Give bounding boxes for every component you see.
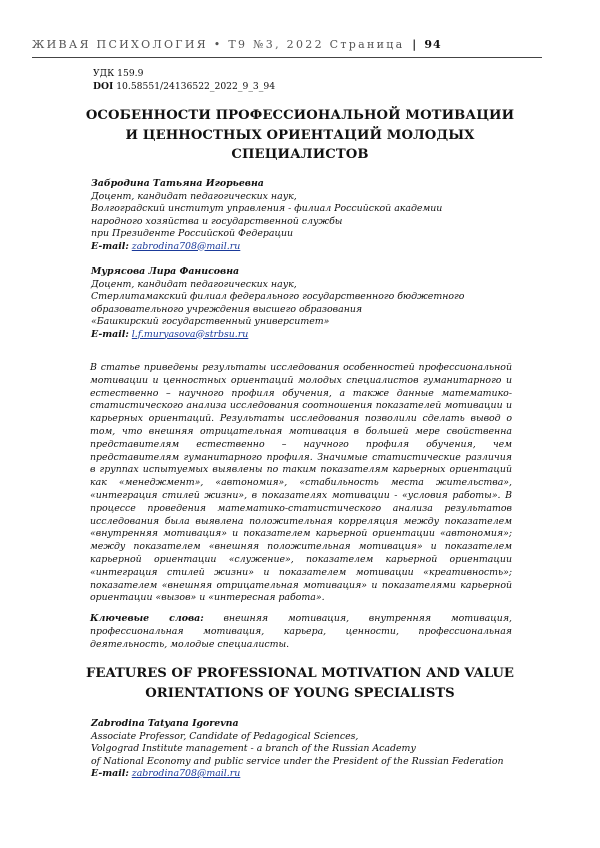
author-affiliation-line: Доцент, кандидат педагогических наук, xyxy=(91,190,297,202)
page-number: 94 xyxy=(424,38,442,51)
email-label: E-mail: xyxy=(91,328,129,340)
email-label: E-mail: xyxy=(91,240,129,252)
header-separator: | xyxy=(412,38,419,51)
email-link[interactable]: l.f.muryasova@strbsu.ru xyxy=(131,328,249,340)
doi-line xyxy=(93,80,275,93)
title-ru xyxy=(60,106,540,165)
author-email-line xyxy=(91,329,550,342)
author-block-2 xyxy=(91,266,550,341)
header-rule xyxy=(32,57,542,58)
author-affiliation-line: народного хозяйства и государственной службы xyxy=(91,215,343,227)
title-en xyxy=(50,664,550,703)
author-name: Мурясова Лира Фанисовна xyxy=(91,266,240,277)
author-affiliation-line: образовательного учреждения высшего образования xyxy=(91,303,363,315)
title-ru-line: СПЕЦИАЛИСТОВ xyxy=(231,147,369,162)
author-name: Забродина Татьяна Игорьевна xyxy=(91,178,264,189)
author-affiliation-line: Associate Professor, Candidate of Pedagogical Sciences, xyxy=(91,730,359,742)
title-ru-line: ОСОБЕННОСТИ ПРОФЕССИОНАЛЬНОЙ МОТИВАЦИИ xyxy=(85,108,515,123)
author-block-en xyxy=(91,718,550,781)
keywords xyxy=(90,613,512,651)
title-en-line: FEATURES OF PROFESSIONAL MOTIVATION AND VALUE xyxy=(86,666,514,681)
journal-name: ЖИВАЯ ПСИХОЛОГИЯ • Т9 №3, 2022 Страница xyxy=(32,38,405,51)
author-affiliation-line: Волгоградский институт управления - филиал Российской академии xyxy=(91,203,443,214)
udk-code: УДК 159.9 xyxy=(93,68,144,79)
running-header xyxy=(32,38,576,51)
title-ru-line: И ЦЕННОСТНЫХ ОРИЕНТАЦИЙ МОЛОДЫХ xyxy=(125,127,475,143)
title-en-line: ORIENTATIONS OF YOUNG SPECIALISTS xyxy=(145,685,455,701)
email-link[interactable]: zabrodina708@mail.ru xyxy=(131,768,241,779)
email-label: E-mail: xyxy=(91,768,129,779)
author-affiliation-line: Стерлитамакский филиал федерального государственного бюджетного xyxy=(91,291,465,302)
author-affiliation-line: «Башкирский государственный университет» xyxy=(91,316,330,327)
author-email-line xyxy=(91,768,550,781)
doi-label: DOI xyxy=(93,81,114,92)
doi-value: 10.58551/24136522_2022_9_3_94 xyxy=(116,81,276,92)
email-link[interactable]: zabrodina708@mail.ru xyxy=(131,240,241,252)
keywords-text: внешняя мотивация, внутренняя мотивация, профессиональная мотивация, карьера, ценности, профессиональная деятельность, молодые специалисты. xyxy=(90,613,513,650)
author-name: Zabrodina Tatyana Igorevna xyxy=(91,718,239,729)
keywords-label: Ключевые слова: xyxy=(90,613,204,624)
udc-block xyxy=(93,67,275,93)
author-affiliation-line: при Президенте Российской Федерации xyxy=(91,228,294,239)
abstract-text: В статье приведены результаты исследования особенностей профессиональной мотивации и ценностных ориентаций молодых специалистов гуманитарного и естественно – научного профиля обучения, а также данные математико-статистического анализа исследования соотношения показателей мотивации и карьерных ориентаций. Результаты исследования позволили сделать вывод о том, что внешняя отрицательная мотивация в большей мере свойственна представителям естественно – научного профиля обучения, чем представителям гуманитарного профиля. Значимые статистические различия в группах испытуемых выявлены по таким показателям карьерных ориентаций как «менеджмент», «автономия», «стабильность места жительства», «интеграция стилей жизни», в показателях мотивации - «условия работы». В процессе проведения математико-статистического анализа результатов исследования была выявлена положительная корреляция между показателем «внутренняя мотивация» и показателем карьерной ориентации «автономия»; между показателем «внешняя положительная мотивация» и показателем карьерной ориентации «служение», показателем карьерной ориентации «интеграция стилей жизни» и показателем мотивации «креативность»; показателем «внешняя отрицательная мотивация» и показателями карьерной ориентации «вызов» и «интересная работа». xyxy=(90,362,512,604)
author-affiliation-line: of National Economy and public service under the President of the Russian Federation xyxy=(91,755,504,767)
author-block-1 xyxy=(91,178,550,253)
author-affiliation-line: Volgograd Institute management - a branch of the Russian Academy xyxy=(91,743,416,754)
author-email-line xyxy=(91,241,550,254)
author-affiliation-line: Доцент, кандидат педагогических наук, xyxy=(91,278,297,290)
